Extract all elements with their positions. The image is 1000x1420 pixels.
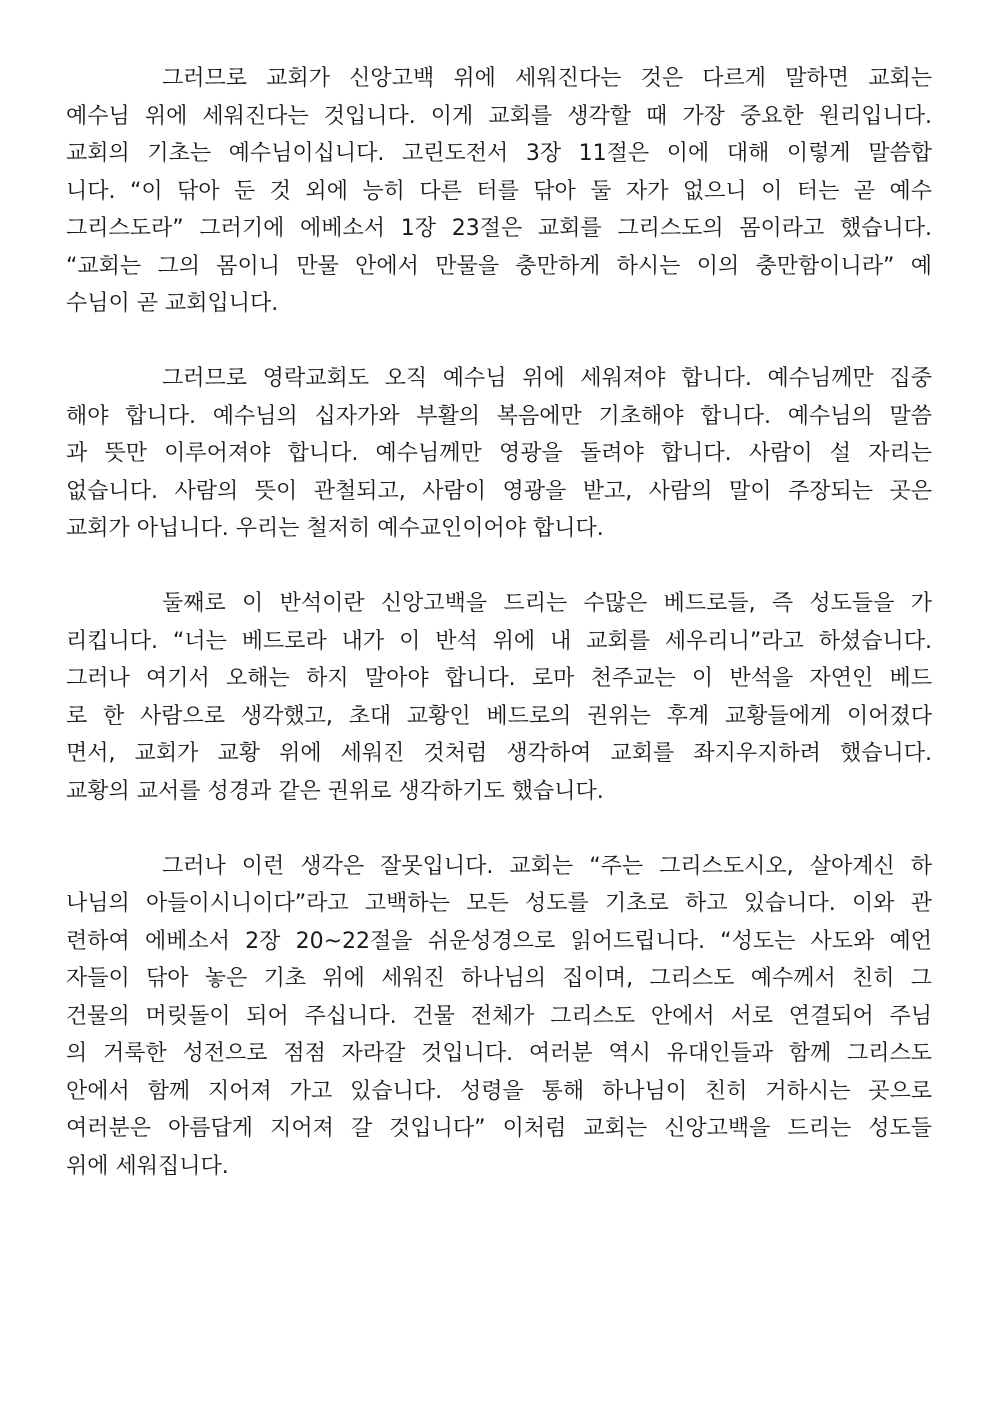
text-line: 그러므로 영락교회도 오직 예수님 위에 세워져야 합니다. 예수님께만 집중 — [162, 366, 932, 391]
text-line: 없습니다. 사람의 뜻이 관철되고, 사람이 영광을 받고, 사람의 말이 주장되는 곳은 — [66, 478, 932, 504]
text-line: 자들이 닦아 놓은 기초 위에 세워진 하나님의 집이며, 그리스도 예수께서 친히 그 — [66, 966, 933, 991]
paragraph-4 — [66, 848, 932, 1186]
text-line: 의 거룩한 성전으로 점점 자라갈 것입니다. 여러분 역시 유대인들과 함께 그리스도 — [66, 1041, 932, 1066]
text-line: 둘째로 이 반석이란 신앙고백을 드리는 수많은 베드로들, 즉 성도들을 가 — [162, 591, 932, 616]
text-line: 해야 합니다. 예수님의 십자가와 부활의 복음에만 기초해야 합니다. 예수님의 말씀 — [66, 403, 932, 429]
text-line: 안에서 함께 지어져 가고 있습니다. 성령을 통해 하나님이 친히 거하시는 곳으로 — [66, 1078, 932, 1104]
text-line: 그러나 여기서 오해는 하지 말아야 합니다. 로마 천주교는 이 반석을 자연인 베드 — [66, 666, 933, 691]
text-line: 교회의 기초는 예수님이십니다. 고린도전서 3장 11절은 이에 대해 이렇게 말씀합 — [66, 141, 932, 166]
text-line: 건물의 머릿돌이 되어 주십니다. 건물 전체가 그리스도 안에서 서로 연결되어 주님 — [66, 1003, 932, 1029]
text-line: 니다. “이 닦아 둔 것 외에 능히 다른 터를 닦아 둘 자가 없으니 이 터는 곧 예수 — [66, 178, 932, 204]
text-line: 로 한 사람으로 생각했고, 초대 교황인 베드로의 권위는 후계 교황들에게 이어졌다 — [66, 703, 932, 729]
text-line: 수님이 곧 교회입니다. — [66, 291, 279, 316]
text-line: 나님의 아들이시니이다”라고 고백하는 모든 성도를 기초로 하고 있습니다. 이와 관 — [66, 891, 932, 916]
paragraph-1 — [66, 60, 932, 323]
text-line: 그러나 이런 생각은 잘못입니다. 교회는 “주는 그리스도시오, 살아계신 하 — [162, 853, 932, 879]
text-line: 그리스도라” 그러기에 에베소서 1장 23절은 교회를 그리스도의 몸이라고 했습니다. — [66, 216, 932, 241]
document-page — [66, 60, 932, 1223]
text-line: 과 뜻만 이루어져야 합니다. 예수님께만 영광을 돌려야 합니다. 사람이 설 자리는 — [66, 441, 932, 466]
paragraph-3 — [66, 585, 932, 810]
text-line: “교회는 그의 몸이니 만물 안에서 만물을 충만하게 하시는 이의 충만함이니라” 예 — [66, 253, 932, 279]
text-line: 위에 세워집니다. — [66, 1153, 229, 1179]
text-line: 그러므로 교회가 신앙고백 위에 세워진다는 것은 다르게 말하면 교회는 — [162, 66, 932, 91]
text-line: 교황의 교서를 성경과 같은 권위로 생각하기도 했습니다. — [66, 778, 604, 804]
paragraph-2 — [66, 360, 932, 548]
text-line: 여러분은 아름답게 지어져 갈 것입니다” 이처럼 교회는 신앙고백을 드리는 성도들 — [66, 1116, 932, 1141]
text-line: 예수님 위에 세워진다는 것입니다. 이게 교회를 생각할 때 가장 중요한 원리입니다. — [66, 103, 932, 129]
text-line: 리킵니다. “너는 베드로라 내가 이 반석 위에 내 교회를 세우리니”라고 하셨습니다. — [66, 628, 932, 654]
text-line: 련하여 에베소서 2장 20~22절을 쉬운성경으로 읽어드립니다. “성도는 사도와 예언 — [66, 928, 932, 954]
text-line: 면서, 교회가 교황 위에 세워진 것처럼 생각하여 교회를 좌지우지하려 했습니다. — [66, 741, 932, 766]
text-line: 교회가 아닙니다. 우리는 철저히 예수교인이어야 합니다. — [66, 516, 604, 541]
